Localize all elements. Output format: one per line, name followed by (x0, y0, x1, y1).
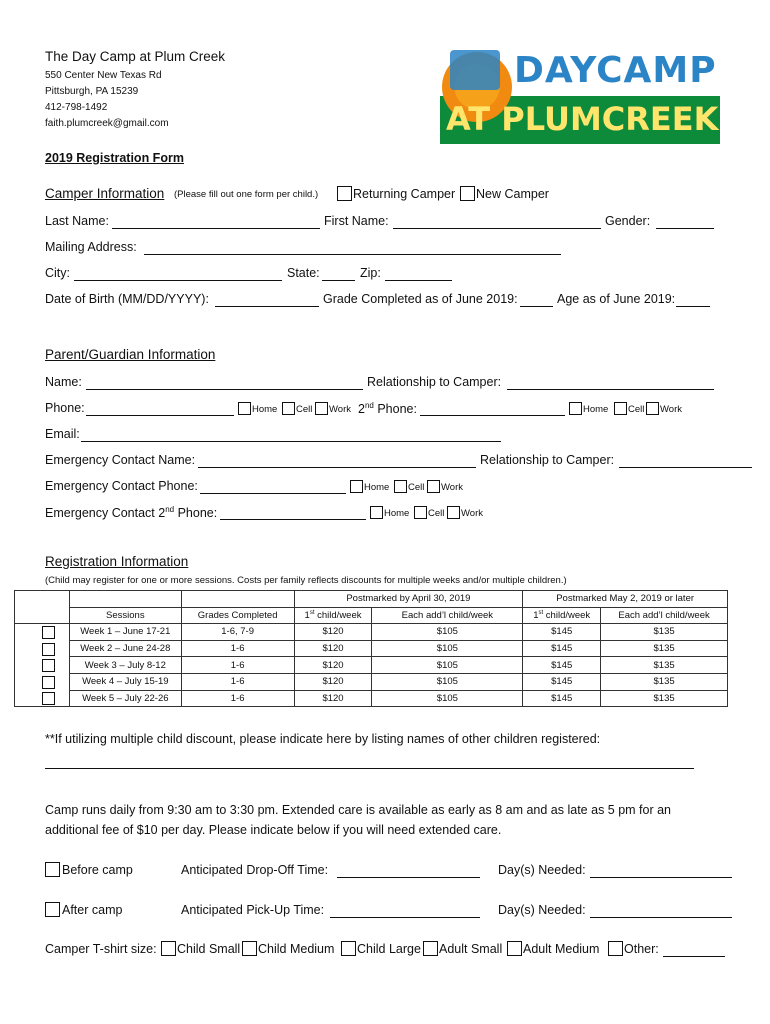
phone-work-label: Work (329, 404, 351, 415)
tshirt-other-label: Other: (624, 942, 659, 956)
camp-name: The Day Camp at Plum Creek (45, 49, 226, 64)
day-camp-logo (440, 48, 720, 144)
logo-text-top: DAYCAMP (514, 50, 717, 91)
parent-phone2-label: 2nd Phone: (358, 401, 417, 417)
camp-email: faith.plumcreek@gmail.com (45, 118, 169, 129)
em-phone2-cell-label: Cell (428, 508, 445, 519)
emergency-phone-field[interactable] (200, 493, 346, 494)
phone-home-label: Home (252, 404, 278, 415)
last-name-label: Last Name: (45, 214, 109, 228)
before-camp-checkbox[interactable] (45, 862, 60, 877)
pickup-time-field[interactable] (330, 917, 480, 918)
tshirt-other-checkbox[interactable] (608, 941, 623, 956)
gender-field[interactable] (656, 228, 714, 229)
tshirt-child-medium-label: Child Medium (258, 942, 335, 956)
tshirt-child-large-checkbox[interactable] (341, 941, 356, 956)
after-camp-label: After camp (62, 903, 123, 917)
phone2-home-checkbox[interactable] (569, 402, 582, 415)
logo-text-bottom: AT PLUMCREEK (446, 100, 719, 138)
mailing-address-label: Mailing Address: (45, 240, 137, 254)
dob-label: Date of Birth (MM/DD/YYYY): (45, 292, 209, 306)
returning-camper-label: Returning Camper (353, 187, 456, 201)
em-phone2-work-label: Work (461, 508, 483, 519)
last-name-field[interactable] (112, 228, 320, 229)
em-phone-work-checkbox[interactable] (427, 480, 440, 493)
emergency-relationship-field[interactable] (619, 467, 752, 468)
em-phone-work-label: Work (441, 482, 463, 493)
table-row: Week 1 – June 17-21 1-6, 7-9 $120 $105 $145 $135 (15, 624, 728, 641)
first-name-field[interactable] (393, 228, 601, 229)
em-phone-cell-checkbox[interactable] (394, 480, 407, 493)
gender-label: Gender: (605, 214, 651, 228)
price-group-late: Postmarked May 2, 2019 or later (523, 591, 728, 608)
emergency-name-field[interactable] (198, 467, 476, 468)
mailing-address-field[interactable] (144, 254, 561, 255)
phone2-home-label: Home (583, 404, 609, 415)
parent-info-heading: Parent/Guardian Information (45, 347, 216, 362)
grade-label: Grade Completed as of June 2019: (323, 292, 518, 306)
after-days-label: Day(s) Needed: (498, 903, 586, 917)
age-label: Age as of June 2019: (557, 292, 676, 306)
registration-note: (Child may register for one or more sessions. Costs per family reflects discounts for multiple weeks and/or multiple children.) (45, 575, 567, 586)
emergency-name-label: Emergency Contact Name: (45, 453, 196, 467)
camp-hours-line-1: Camp runs daily from 9:30 am to 3:30 pm. Extended care is available as early as 8 am and as late as 5 pm for an (45, 803, 672, 817)
table-row: Week 4 – July 15-19 1-6 $120 $105 $145 $135 (15, 673, 728, 690)
other-children-field[interactable] (45, 768, 694, 769)
tshirt-adult-small-checkbox[interactable] (423, 941, 438, 956)
parent-name-label: Name: (45, 375, 82, 389)
before-camp-label: Before camp (62, 863, 133, 877)
parent-phone-field[interactable] (86, 415, 234, 416)
phone-cell-checkbox[interactable] (282, 402, 295, 415)
camp-hours-line-2: additional fee of $10 per day. Please indicate below if you will need extended care. (45, 823, 502, 837)
first-name-label: First Name: (324, 214, 389, 228)
emergency-relationship-label: Relationship to Camper: (480, 453, 615, 467)
dropoff-time-label: Anticipated Drop-Off Time: (181, 863, 329, 877)
em-phone2-home-checkbox[interactable] (370, 506, 383, 519)
pickup-time-label: Anticipated Pick-Up Time: (181, 903, 325, 917)
address-line-1: 550 Center New Texas Rd (45, 70, 162, 81)
em-phone2-cell-checkbox[interactable] (414, 506, 427, 519)
tshirt-child-small-checkbox[interactable] (161, 941, 176, 956)
phone-work-checkbox[interactable] (315, 402, 328, 415)
week-2-checkbox[interactable] (42, 643, 55, 656)
after-camp-checkbox[interactable] (45, 902, 60, 917)
col-sessions: Sessions (69, 607, 181, 624)
week-4-checkbox[interactable] (42, 676, 55, 689)
tshirt-child-large-label: Child Large (357, 942, 421, 956)
state-field[interactable] (322, 280, 355, 281)
zip-field[interactable] (385, 280, 452, 281)
phone2-work-label: Work (660, 404, 682, 415)
phone-home-checkbox[interactable] (238, 402, 251, 415)
grade-field[interactable] (520, 306, 553, 307)
week-3-checkbox[interactable] (42, 659, 55, 672)
table-row: Week 3 – July 8-12 1-6 $120 $105 $145 $135 (15, 657, 728, 674)
col-each-child-early: Each add’l child/week (372, 607, 523, 624)
em-phone2-work-checkbox[interactable] (447, 506, 460, 519)
table-row: Week 2 – June 24-28 1-6 $120 $105 $145 $135 (15, 640, 728, 657)
tshirt-adult-small-label: Adult Small (439, 942, 503, 956)
state-label: State: (287, 266, 320, 280)
emergency-phone2-label: Emergency Contact 2nd Phone: (45, 505, 218, 521)
tshirt-adult-medium-checkbox[interactable] (507, 941, 522, 956)
camp-phone: 412-798-1492 (45, 102, 108, 113)
parent-name-field[interactable] (86, 389, 363, 390)
parent-relationship-field[interactable] (507, 389, 714, 390)
week-5-checkbox[interactable] (42, 692, 55, 705)
city-label: City: (45, 266, 70, 280)
parent-phone-label: Phone: (45, 401, 85, 415)
sessions-table (14, 590, 728, 707)
em-phone2-home-label: Home (384, 508, 410, 519)
address-line-2: Pittsburgh, PA 15239 (45, 86, 139, 97)
em-phone-cell-label: Cell (408, 482, 425, 493)
phone2-cell-label: Cell (628, 404, 645, 415)
table-row: Week 5 – July 22-26 1-6 $120 $105 $145 $135 (15, 690, 728, 707)
col-first-child-early: 1st child/week (294, 607, 372, 624)
new-camper-label: New Camper (476, 187, 549, 201)
tshirt-child-medium-checkbox[interactable] (242, 941, 257, 956)
tshirt-other-field[interactable] (663, 956, 725, 957)
camper-info-heading: Camper Information (45, 186, 165, 201)
before-days-field[interactable] (590, 877, 732, 878)
col-first-child-late: 1st child/week (523, 607, 601, 624)
camper-info-note: (Please fill out one form per child.) (174, 189, 319, 200)
price-group-early: Postmarked by April 30, 2019 (294, 591, 523, 608)
phone2-work-checkbox[interactable] (646, 402, 659, 415)
tshirt-adult-medium-label: Adult Medium (523, 942, 600, 956)
city-field[interactable] (74, 280, 282, 281)
parent-email-label: Email: (45, 427, 80, 441)
after-days-field[interactable] (590, 917, 732, 918)
returning-camper-checkbox[interactable] (337, 186, 352, 201)
em-phone-home-checkbox[interactable] (350, 480, 363, 493)
col-each-child-late: Each add’l child/week (601, 607, 728, 624)
dob-field[interactable] (215, 306, 319, 307)
multi-child-discount-text: **If utilizing multiple child discount, please indicate here by listing names of other children registered: (45, 732, 601, 746)
phone2-cell-checkbox[interactable] (614, 402, 627, 415)
tshirt-child-small-label: Child Small (177, 942, 241, 956)
age-field[interactable] (676, 306, 710, 307)
form-title: 2019 Registration Form (45, 151, 184, 165)
emergency-phone-label: Emergency Contact Phone: (45, 479, 198, 493)
em-phone-home-label: Home (364, 482, 390, 493)
parent-relationship-label: Relationship to Camper: (367, 375, 502, 389)
zip-label: Zip: (360, 266, 381, 280)
registration-heading: Registration Information (45, 554, 189, 569)
phone-cell-label: Cell (296, 404, 313, 415)
dropoff-time-field[interactable] (337, 877, 480, 878)
tshirt-size-label: Camper T-shirt size: (45, 942, 157, 956)
week-1-checkbox[interactable] (42, 626, 55, 639)
parent-phone2-field[interactable] (420, 415, 565, 416)
before-days-label: Day(s) Needed: (498, 863, 586, 877)
parent-email-field[interactable] (81, 441, 501, 442)
emergency-phone2-field[interactable] (220, 519, 366, 520)
new-camper-checkbox[interactable] (460, 186, 475, 201)
col-grades: Grades Completed (181, 607, 294, 624)
